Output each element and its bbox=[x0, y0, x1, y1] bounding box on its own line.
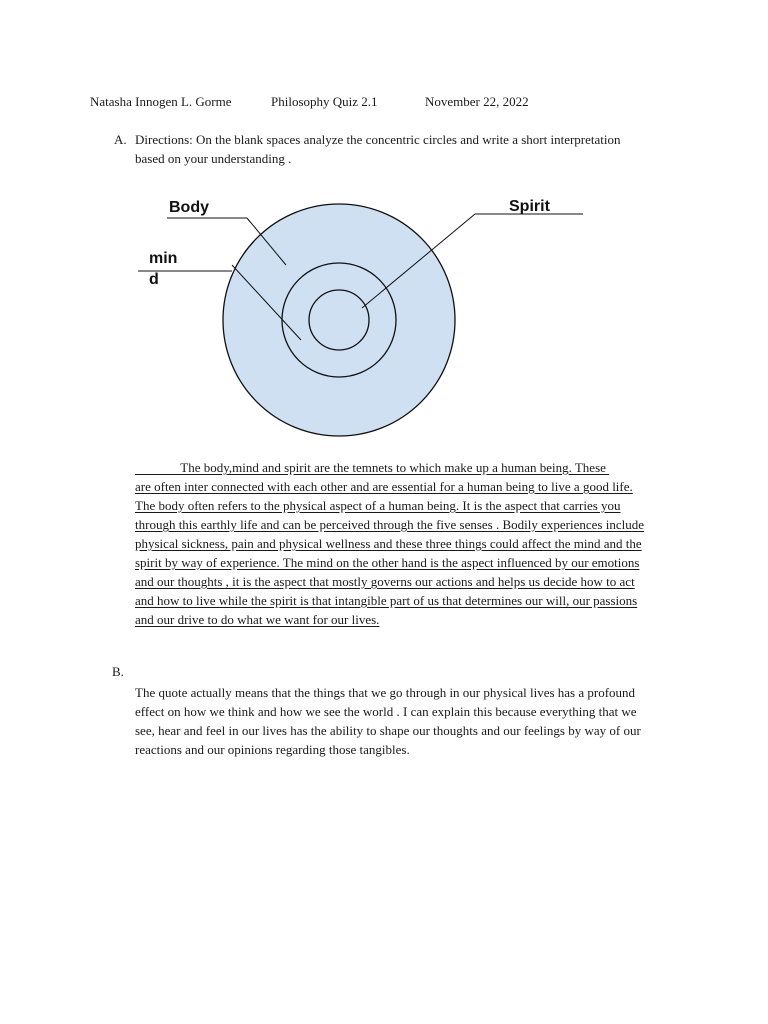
answer-b-line: effect on how we think and how we see the world . I can explain this because everything that we bbox=[135, 704, 637, 719]
answer-a-line: and how to live while the spirit is that intangible part of us that determines our will, our passions bbox=[135, 593, 638, 608]
answer-a-line: are often inter connected with each other and are essential for a human being to live a good life. bbox=[135, 479, 633, 494]
body-label: Body bbox=[169, 199, 209, 216]
answer-b-line: The quote actually means that the things that we go through in our physical lives has a profound bbox=[135, 685, 636, 700]
quiz-date: November 22, 2022 bbox=[425, 94, 529, 109]
student-name: Natasha Innogen L. Gorme bbox=[90, 94, 232, 109]
outer-circle-body bbox=[223, 204, 455, 436]
section-a-directions-line2: based on your understanding . bbox=[135, 151, 292, 166]
section-b-marker: B. bbox=[112, 664, 124, 679]
answer-a-line: and our drive to do what we want for our lives. bbox=[135, 612, 380, 627]
answer-a-line: The body often refers to the physical aspect of a human being. It is the aspect that carries you bbox=[135, 498, 621, 513]
answer-a-line: physical sickness, pain and physical wellness and these three things could affect the mind and the bbox=[135, 536, 642, 551]
mind-label-line1: min bbox=[149, 250, 178, 267]
answer-a-line: through this earthly life and can be perceived through the five senses . Bodily experiences include bbox=[135, 517, 644, 532]
section-a-marker: A. bbox=[114, 132, 127, 147]
mind-label-line2: d bbox=[149, 271, 159, 288]
answer-a-line: and our thoughts , it is the aspect that mostly governs our actions and helps us decide how to act bbox=[135, 574, 635, 589]
spirit-label: Spirit bbox=[509, 198, 550, 215]
concentric-circles-diagram bbox=[0, 0, 768, 460]
answer-b-line: reactions and our opinions regarding those tangibles. bbox=[135, 742, 410, 757]
answer-a-line: spirit by way of experience. The mind on the other hand is the aspect influenced by our emotions bbox=[135, 555, 640, 570]
quiz-title: Philosophy Quiz 2.1 bbox=[271, 94, 378, 109]
section-a-directions-line1: Directions: On the blank spaces analyze the concentric circles and write a short interpretation bbox=[135, 132, 621, 147]
answer-b-line: see, hear and feel in our lives has the ability to shape our thoughts and our feelings by way of our bbox=[135, 723, 641, 738]
answer-a-line: The body,mind and spirit are the temnets to which make up a human being. These bbox=[135, 460, 610, 475]
